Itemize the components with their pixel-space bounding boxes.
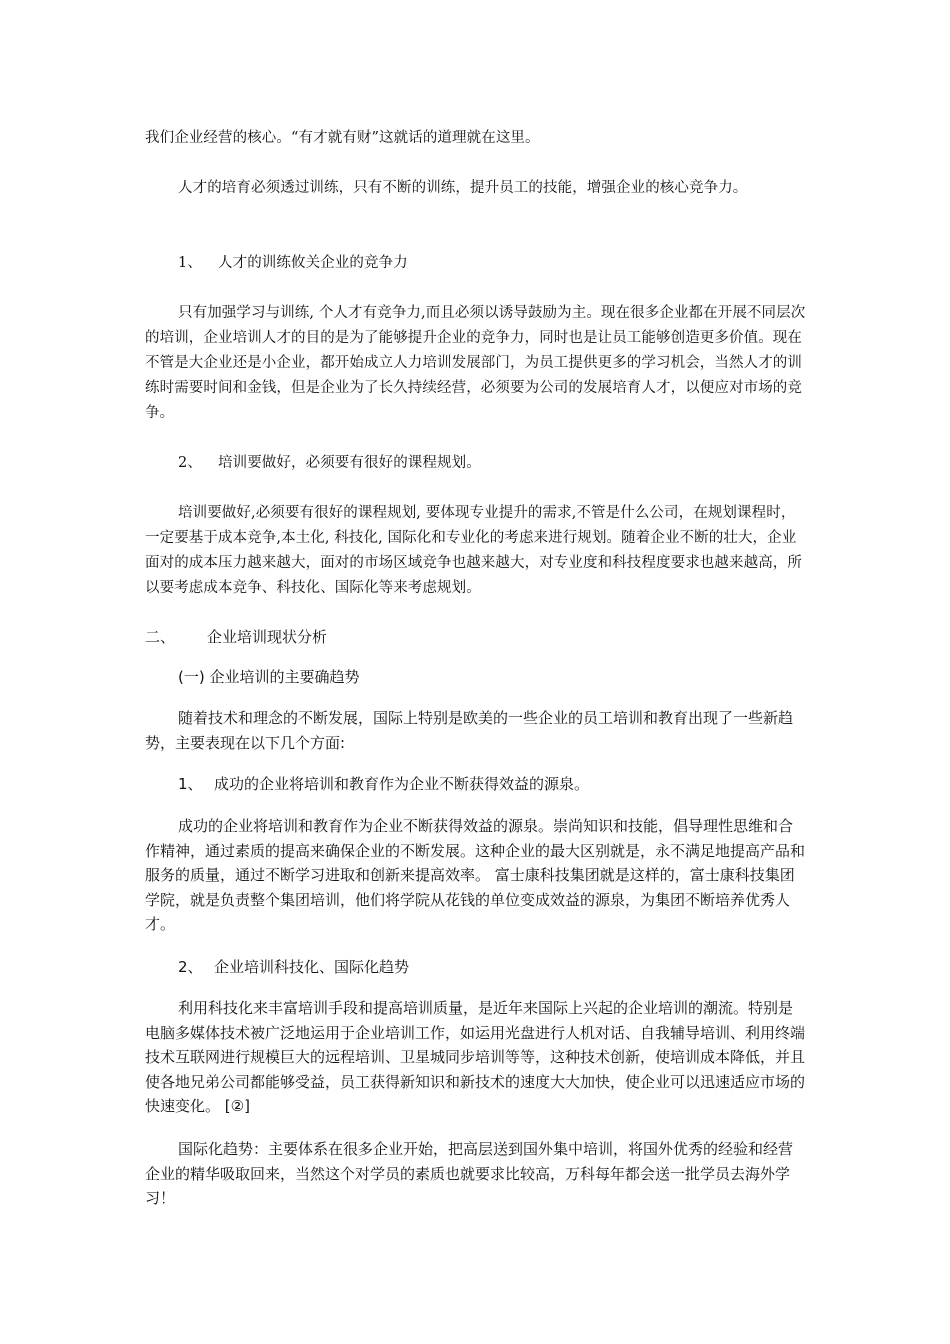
heading-trend-2 — [145, 955, 807, 980]
heading-item-1-title: 人才的训练攸关企业的竞争力 — [218, 255, 408, 271]
heading-item-1 — [145, 251, 807, 276]
heading-item-2-title: 培训要做好，必须要有很好的课程规划。 — [218, 455, 481, 471]
paragraph-trend-intro: 随着技术和理念的不断发展，国际上特别是欧美的一些企业的员工培训和教育出现了一些新趋势，主要表现在以下几个方面: — [145, 709, 794, 752]
paragraph-item-1: 只有加强学习与训练, 个人才有竞争力,而且必须以诱导鼓励为主。现在很多企业都在开展不同层次的培训，企业培训人才的目的是为了能够提升企业的竞争力，同时也是让员工能够创造更多价值。现在不管是大企业还是小企业，都开始成立人力培训发展部门，为员工提供更多的学习机会，当然人才的训练时需要时间和金钱，但是企业为了长久持续经营，必须要为公司的发展培育人才，以便应对市场的竞争。 — [145, 305, 806, 421]
section-2-heading — [145, 625, 807, 650]
heading-trend-1 — [145, 772, 807, 797]
heading-item-2-number: 2、 — [178, 455, 202, 471]
section-2-title: 企业培训现状分析 — [207, 628, 328, 646]
heading-trend-2-number: 2、 — [178, 958, 203, 976]
heading-item-2 — [145, 451, 807, 476]
paragraph-training: 人才的培育必须透过训练，只有不断的训练，提升员工的技能，增强企业的核心竞争力。 — [178, 180, 748, 196]
paragraph-international: 国际化趋势：主要体系在很多企业开始，把高层送到国外集中培训，将国外优秀的经验和经营企业的精华吸取回来，当然这个对学员的素质也就要求比较高，万科每年都会送一批学员去海外学习！ — [145, 1140, 794, 1207]
paragraph-trend-2-text: 利用科技化来丰富培训手段和提高培训质量，是近年来国际上兴起的企业培训的潮流。特别是电脑多媒体技术被广泛地运用于企业培训工作，如运用光盘进行人机对话、自我辅导培训、利用终端技术互联网进行规模巨大的远程培训、卫星城同步培训等等，这种技术创新，使培训成本降低，并且使各地兄弟公司都能够受益，员工获得新知识和新技术的速度大大加快，使企业可以迅速适应市场的快速变化。 — [145, 999, 806, 1115]
heading-trend-2-title: 企业培训科技化、国际化趋势 — [214, 958, 410, 976]
section-2-number: 二、 — [145, 628, 176, 646]
paragraph-item-2: 培训要做好,必须要有很好的课程规划, 要体现专业提升的需求,不管是什么公司，在规划课程时，一定要基于成本竞争,本土化, 科技化, 国际化和专业化的考虑来进行规划。随着企业不断的壮大，企业面对的成本压力越来越大，面对的市场区域竞争也越来越大，对专业度和科技程度要求也越来越高，所以要考虑成本竞争、科技化、国际化等来考虑规划。 — [145, 505, 802, 596]
footnote-reference[interactable]: [②] — [224, 1097, 250, 1115]
paragraph-trend-1: 成功的企业将培训和教育作为企业不断获得效益的源泉。崇尚知识和技能，倡导理性思维和合作精神，通过素质的提高来确保企业的不断发展。这种企业的最大区别就是，永不满足地提高产品和服务的质量，通过不断学习进取和创新来提高效率。 富士康科技集团就是这样的，富士康科技集团学院，就是负责整个集团培训，他们将学院从花钱的单位变成效益的源泉，为集团不断培养优秀人才。 — [145, 817, 806, 933]
paragraph-intro-tail: 我们企业经营的核心。“有才就有财”这就话的道理就在这里。 — [145, 130, 540, 146]
heading-item-1-number: 1、 — [178, 255, 202, 271]
heading-trend-1-number: 1、 — [178, 775, 203, 793]
subsection-1-heading: (一) 企业培训的主要确趋势 — [178, 668, 360, 686]
heading-trend-1-title: 成功的企业将培训和教育作为企业不断获得效益的源泉。 — [214, 775, 590, 793]
paragraph-trend-2 — [145, 996, 807, 1119]
